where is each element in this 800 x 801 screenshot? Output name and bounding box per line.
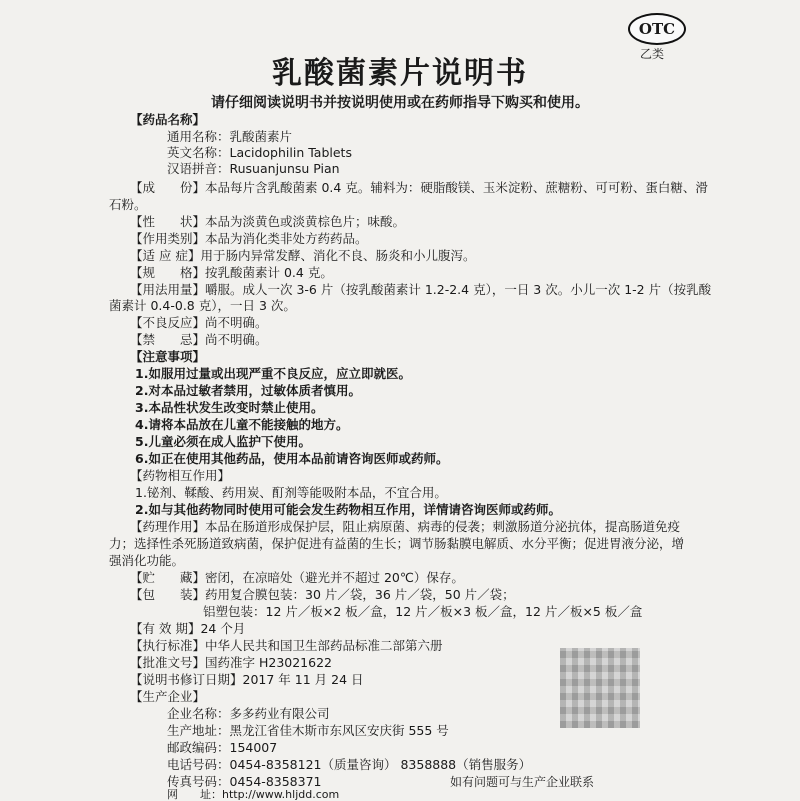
- standard: 【执行标准】中华人民共和国卫生部药品标准二部第六册: [130, 638, 443, 653]
- specification: 【规 格】按乳酸菌素计 0.4 克。: [130, 265, 333, 280]
- precaution-1: 1.如服用过量或出现严重不良反应，应立即就医。: [135, 366, 411, 381]
- english-name: 英文名称：Lacidophilin Tablets: [167, 145, 352, 160]
- blurred-qr-code: [560, 648, 640, 728]
- contact-note: 如有问题可与生产企业联系: [450, 775, 595, 789]
- section-manufacturer: 【生产企业】: [130, 689, 206, 704]
- document-title: 乳酸菌素片说明书: [272, 56, 528, 91]
- section-precautions: 【注意事项】: [130, 349, 206, 364]
- dosage-line-1: 【用法用量】嚼服。成人一次 3-6 片（按乳酸菌素计 1.2-2.4 克），一日 3 次。小儿一次 1-2 片（按乳酸: [130, 282, 712, 297]
- fax-number: 传真号码：0454-8358371: [167, 774, 322, 789]
- postal-code: 邮政编码：154007: [167, 740, 278, 755]
- ingredients-line-1: 【成 份】本品每片含乳酸菌素 0.4 克。辅料为：硬脂酸镁、玉米淀粉、蔗糖粉、可可粉、蛋白糖、滑: [130, 180, 708, 195]
- dosage-line-2: 菌素计 0.4-0.8 克），一日 3 次。: [109, 298, 296, 313]
- adverse-reactions: 【不良反应】尚不明确。: [130, 315, 268, 330]
- pharmacology-line-2: 力；选择性杀死肠道致病菌，保护促进有益菌的生长；调节肠黏膜电解质、水分平衡；促进胃液分泌，增: [109, 536, 685, 551]
- interaction-2: 2.如与其他药物同时使用可能会发生药物相互作用，详情请咨询医师或药师。: [135, 502, 561, 517]
- pinyin-name: 汉语拼音：Rusuanjunsu Pian: [167, 161, 340, 176]
- precaution-4: 4.请将本品放在儿童不能接触的地方。: [135, 417, 349, 432]
- usage-notice: 请仔细阅读说明书并按说明使用或在药师指导下购买和使用。: [211, 95, 589, 111]
- website: 网 址：http://www.hljdd.com: [167, 788, 340, 801]
- section-drug-name: 【药品名称】: [130, 112, 206, 127]
- storage: 【贮 藏】密闭，在凉暗处（避光并不超过 20℃）保存。: [130, 570, 464, 585]
- category: 【作用类别】本品为消化类非处方药药品。: [130, 231, 368, 246]
- interaction-1: 1.铋剂、鞣酸、药用炭、酊剂等能吸附本品，不宜合用。: [135, 485, 447, 500]
- company-name: 企业名称：多多药业有限公司: [167, 706, 330, 721]
- contraindications: 【禁 忌】尚不明确。: [130, 332, 268, 347]
- generic-name: 通用名称：乳酸菌素片: [167, 129, 293, 144]
- indications: 【适 应 症】用于肠内异常发酵、消化不良、肠炎和小儿腹泻。: [130, 248, 476, 263]
- ingredients-line-2: 石粉。: [109, 197, 147, 212]
- section-interactions: 【药物相互作用】: [130, 468, 231, 483]
- company-address: 生产地址：黑龙江省佳木斯市东风区安庆街 555 号: [167, 723, 449, 738]
- otc-category: 乙类: [640, 47, 665, 61]
- shelf-life: 【有 效 期】24 个月: [130, 621, 246, 636]
- otc-badge: [628, 13, 686, 45]
- phone-number: 电话号码：0454-8358121（质量咨询） 8358888（销售服务）: [167, 757, 532, 772]
- revision-date: 【说明书修订日期】2017 年 11 月 24 日: [130, 672, 364, 687]
- otc-mark: OTC: [638, 20, 676, 38]
- approval-number: 【批准文号】国药准字 H23021622: [130, 655, 332, 670]
- packaging-line-2: 铝塑包装：12 片／板×2 板／盒，12 片／板×3 板／盒，12 片／板×5 板／盒: [203, 604, 643, 619]
- precaution-5: 5.儿童必须在成人监护下使用。: [135, 434, 311, 449]
- packaging-line-1: 【包 装】药用复合膜包装：30 片／袋，36 片／袋，50 片／袋；: [130, 587, 515, 602]
- precaution-2: 2.对本品过敏者禁用，过敏体质者慎用。: [135, 383, 361, 398]
- precaution-6: 6.如正在使用其他药品，使用本品前请咨询医师或药师。: [135, 451, 449, 466]
- pharmacology-line-1: 【药理作用】本品在肠道形成保护层，阻止病原菌、病毒的侵袭；刺激肠道分泌抗体，提高肠道免疫: [130, 519, 681, 534]
- precaution-3: 3.本品性状发生改变时禁止使用。: [135, 400, 324, 415]
- pharmacology-line-3: 强消化功能。: [109, 553, 185, 568]
- appearance: 【性 状】本品为淡黄色或淡黄棕色片；味酸。: [130, 214, 406, 229]
